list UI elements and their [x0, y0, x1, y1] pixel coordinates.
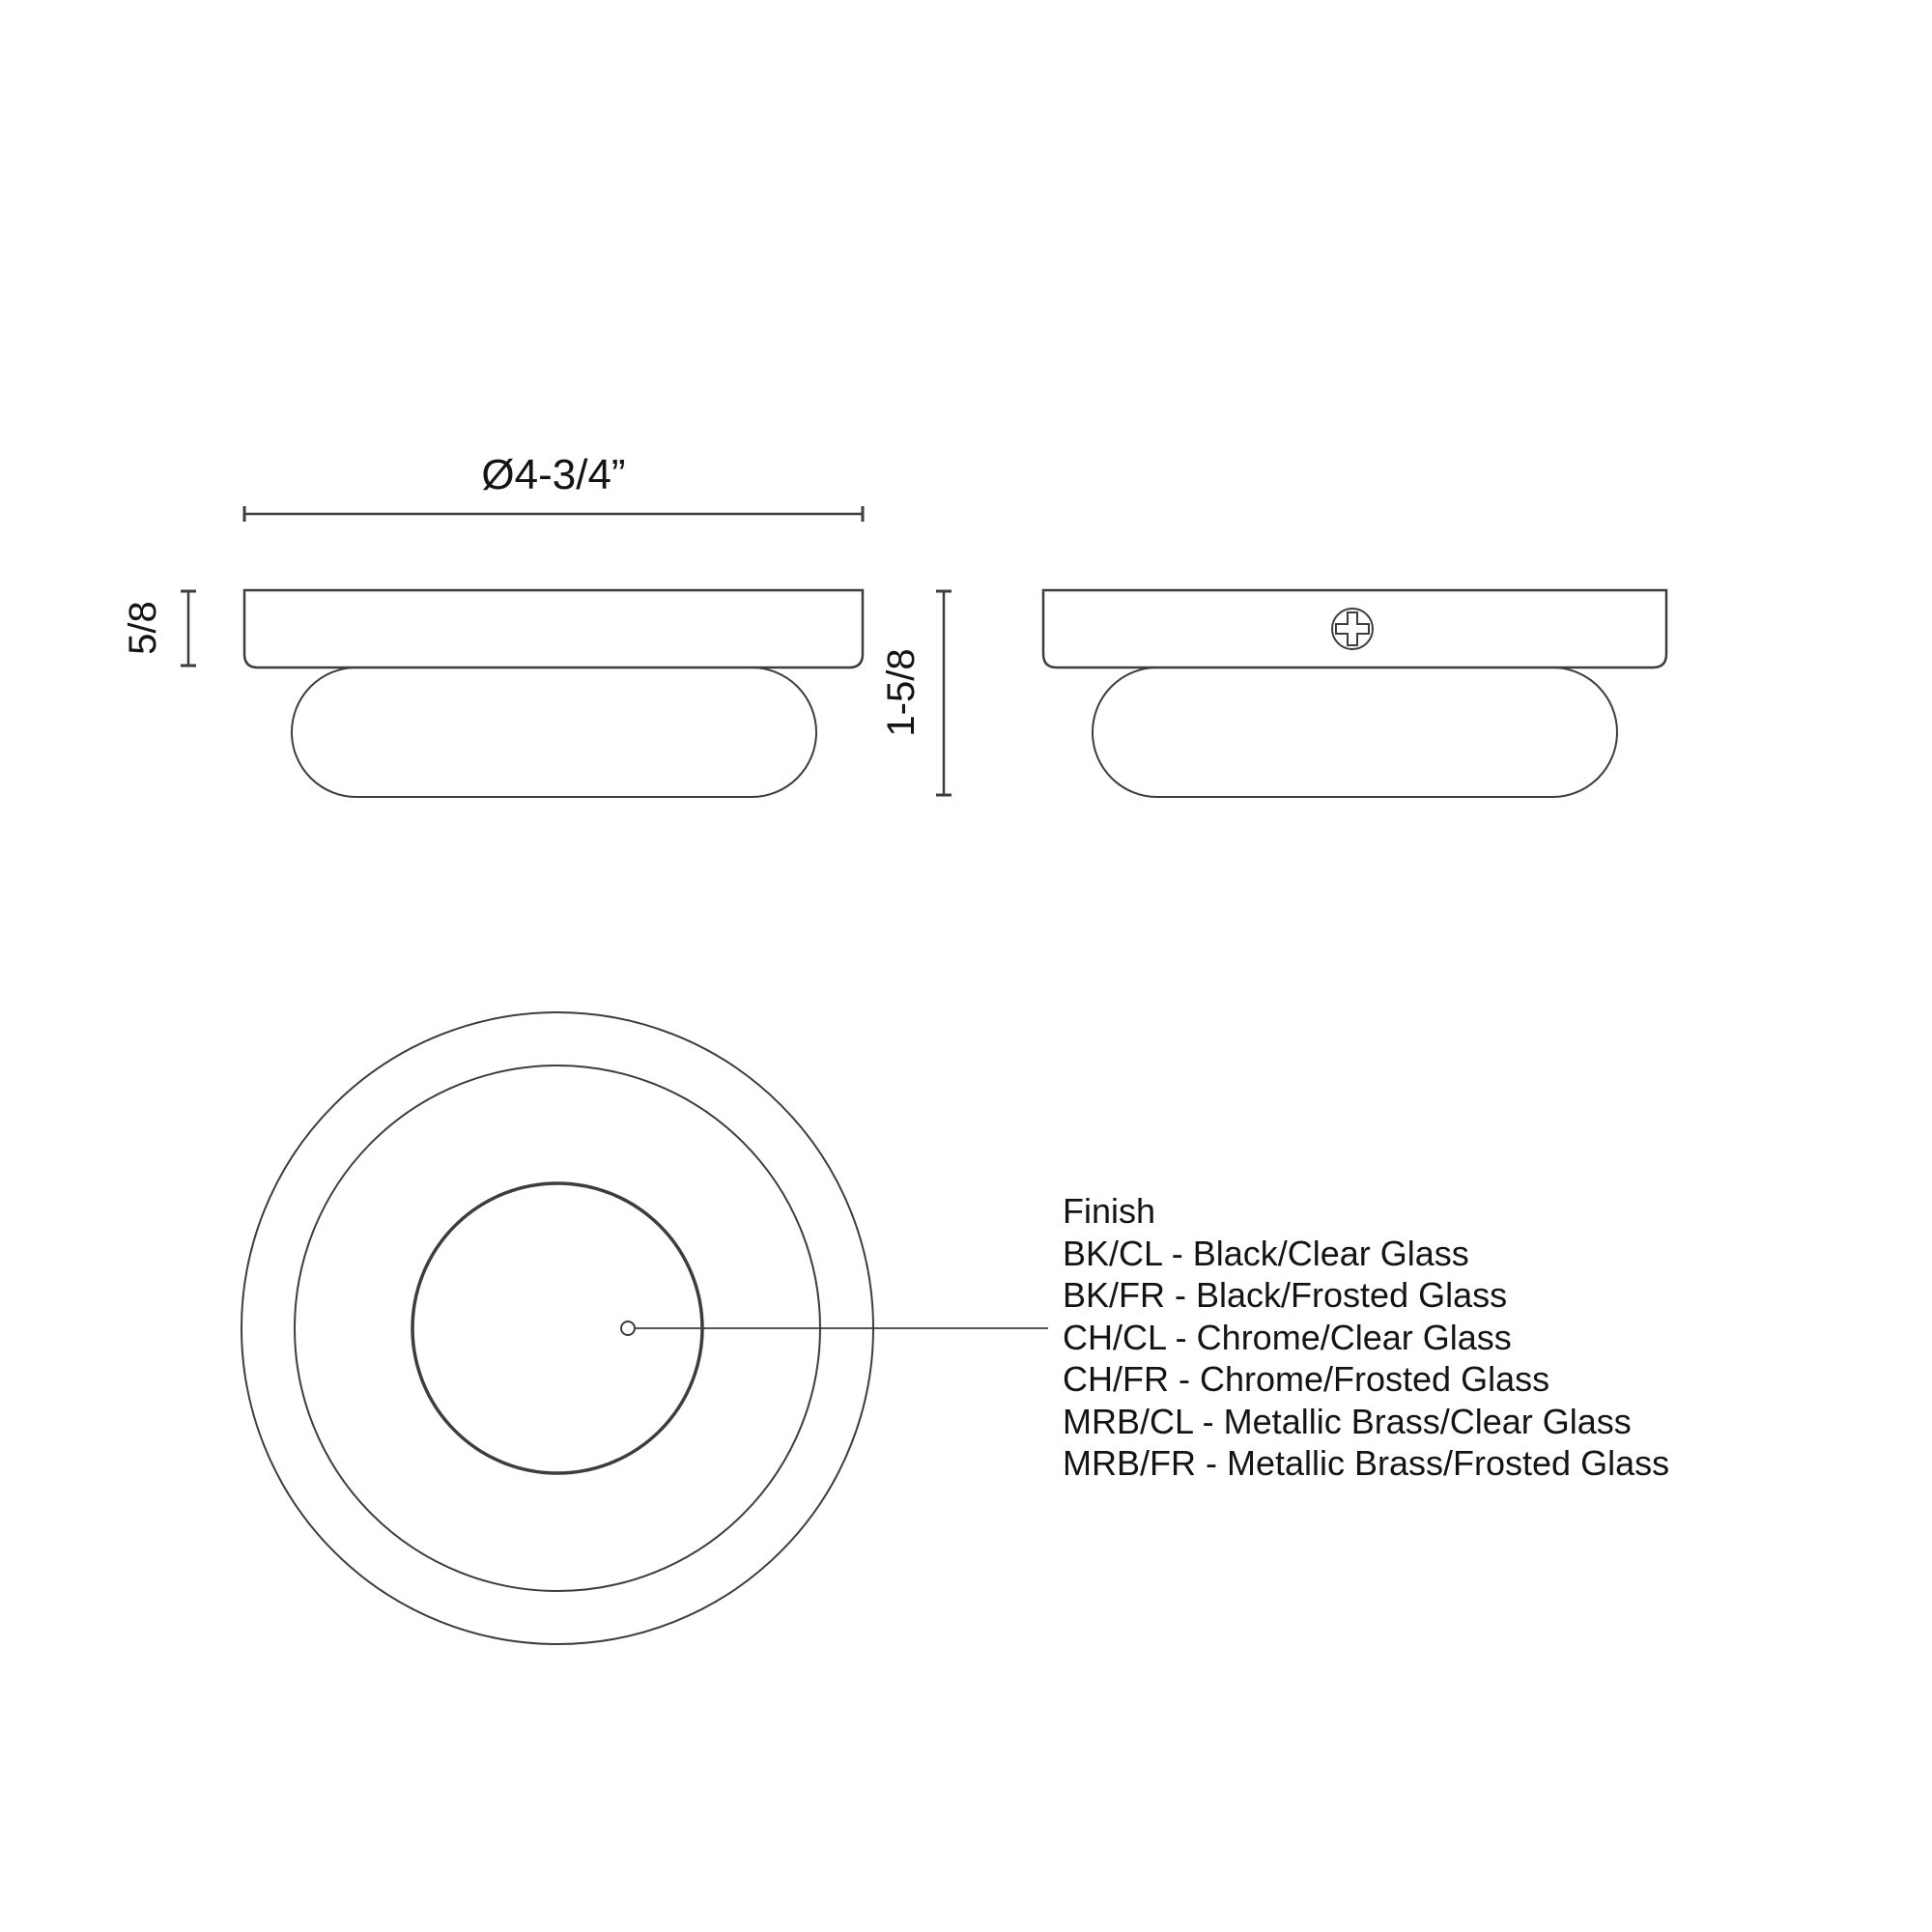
diameter-dim-label: Ø4-3/4”: [481, 451, 626, 498]
glass-outline-right: [1093, 668, 1617, 797]
finish-option: CH/FR - Chrome/Frosted Glass: [1063, 1359, 1550, 1399]
finish-option: BK/CL - Black/Clear Glass: [1063, 1233, 1469, 1273]
finish-legend: [1063, 1190, 1669, 1485]
screw-cross-slot-icon: [1336, 612, 1369, 645]
leader-anchor-dot: [621, 1321, 635, 1335]
finish-option: CH/CL - Chrome/Clear Glass: [1063, 1317, 1512, 1357]
finish-legend-title: Finish: [1063, 1191, 1156, 1231]
canopy-outline-left: [244, 590, 863, 668]
fixture-height-dim-label: 1-5/8: [880, 648, 923, 737]
glass-outline-left: [292, 668, 816, 797]
finish-option: MRB/FR - Metallic Brass/Frosted Glass: [1063, 1443, 1670, 1483]
plan-view: [242, 1012, 1048, 1644]
finish-option: MRB/CL - Metallic Brass/Clear Glass: [1063, 1401, 1632, 1441]
side-view-right: [936, 590, 1666, 797]
side-view-left: [181, 506, 863, 797]
canopy-outline-right: [1043, 590, 1666, 668]
screw-head-icon: [1332, 609, 1373, 649]
canopy-height-dim-label: 5/8: [122, 601, 164, 655]
finish-option: BK/FR - Black/Frosted Glass: [1063, 1275, 1508, 1315]
